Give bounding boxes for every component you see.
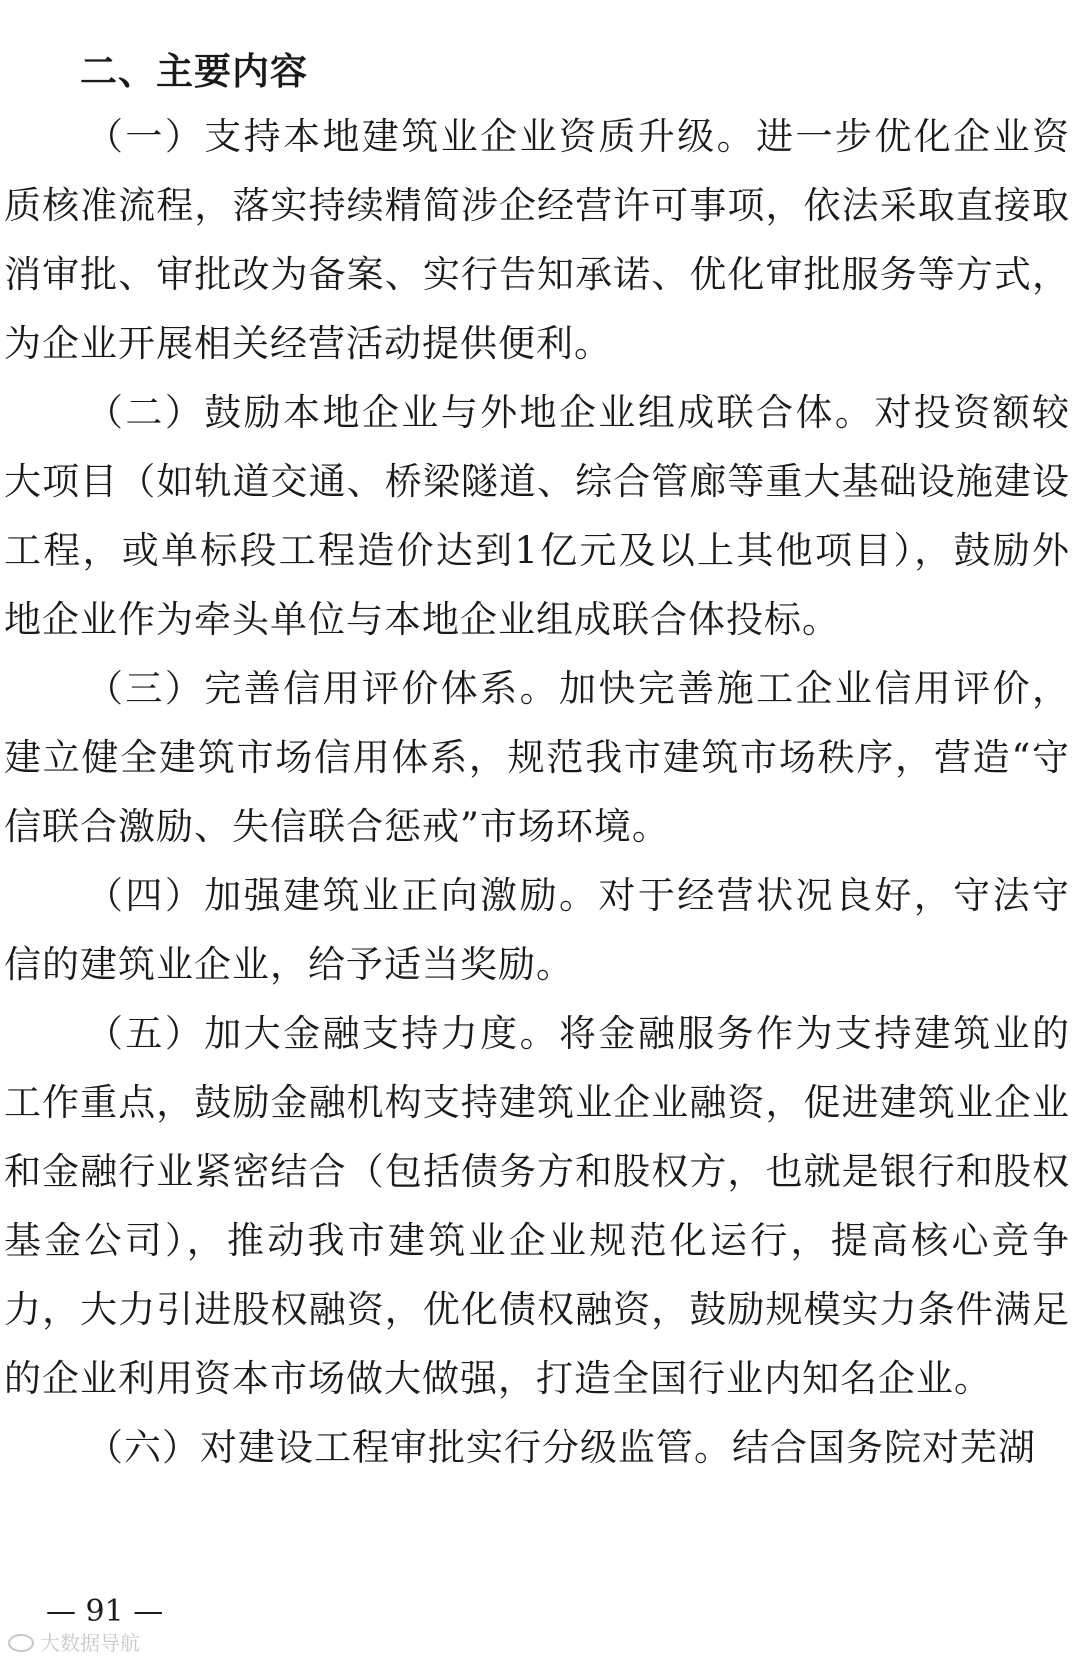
paragraph-6: （六）对建设工程审批实行分级监管。结合国务院对芜湖 (86, 1426, 1036, 1469)
paragraph-5: （五）加大金融支持力度。将金融服务作为支持建筑业的工作重点，鼓励金融机构支持建筑业企业融资，促进建筑业企业和金融行业紧密结合（包括债务方和股权方，也就是银行和股权基金公司），推动我市建筑业企业规范化运行，提高核心竞争力，大力引进股权融资，优化债权融资，鼓励规模实力条件满足的企业利用资本市场做大做强，打造全国行业内知名企业。 (4, 1012, 1070, 1400)
page-number: — 91 — (46, 1594, 164, 1629)
paragraph-4: （四）加强建筑业正向激励。对于经营状况良好，守法守信的建筑业企业，给予适当奖励。 (4, 874, 1070, 986)
section-heading: 二、主要内容 (80, 50, 308, 93)
paragraph-2: （二）鼓励本地企业与外地企业组成联合体。对投资额较大项目（如轨道交通、桥梁隧道、综合管廊等重大基础设施建设工程，或单标段工程造价达到1亿元及以上其他项目），鼓励外地企业作为牵头单位与本地企业组成联合体投标。 (4, 391, 1070, 641)
watermark-text: 大数据导航 (40, 1631, 140, 1655)
watermark (8, 1630, 140, 1656)
paragraph-3: （三）完善信用评价体系。加快完善施工企业信用评价，建立健全建筑市场信用体系，规范我市建筑市场秩序，营造“守信联合激励、失信联合惩戒”市场环境。 (4, 667, 1070, 848)
logo-icon (8, 1634, 34, 1652)
body-text (4, 102, 1070, 1482)
paragraph-1: （一）支持本地建筑业企业资质升级。进一步优化企业资质核准流程，落实持续精简涉企经营许可事项，依法采取直接取消审批、审批改为备案、实行告知承诺、优化审批服务等方式，为企业开展相关经营活动提供便利。 (4, 115, 1070, 365)
